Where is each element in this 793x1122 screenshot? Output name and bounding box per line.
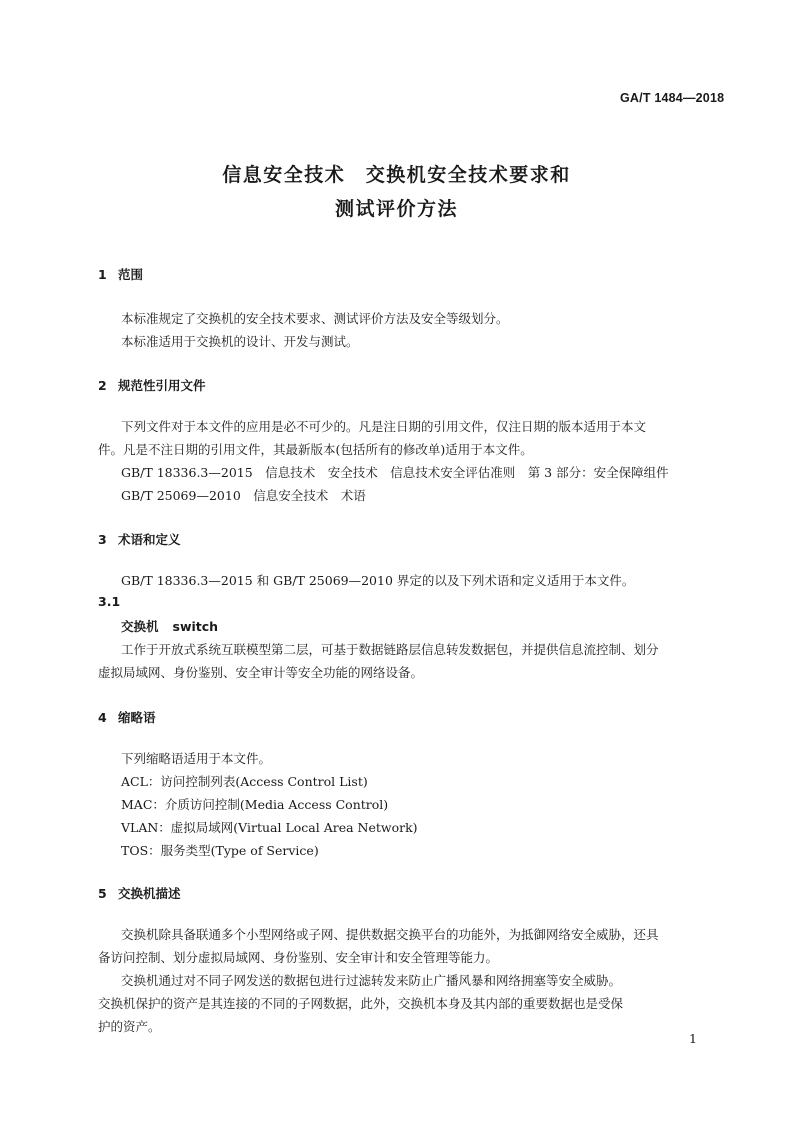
section-title: 范围 xyxy=(118,267,144,282)
section-title: 交换机描述 xyxy=(118,886,181,901)
abbreviation-item: VLAN：虚拟局域网(Virtual Local Area Network) xyxy=(121,820,418,835)
section-5-paragraph-2-line-1: 交换机通过对不同子网发送的数据包进行过滤转发来防止广播风暴和网络拥塞等安全威胁。 xyxy=(121,973,622,988)
term-definition-line-2: 虚拟局域网、身份鉴别、安全审计等安全功能的网络设备。 xyxy=(98,665,424,680)
section-title: 缩略语 xyxy=(118,710,156,725)
section-3-paragraph: GB/T 18336.3—2015 和 GB/T 25069—2010 界定的以及下列术语和定义适用于本文件。 xyxy=(121,573,635,588)
document-title-line-2: 测试评价方法 xyxy=(334,198,458,220)
section-5-paragraph-2-line-2: 交换机保护的资产是其连接的不同的子网数据，此外，交换机本身及其内部的重要数据也是受保 xyxy=(98,996,624,1011)
section-number: 2 xyxy=(98,378,107,393)
abbreviation-item: MAC：介质访问控制(Media Access Control) xyxy=(121,797,389,812)
term-name xyxy=(121,617,218,635)
term-number: 3.1 xyxy=(98,594,121,609)
section-1-paragraph-2: 本标准适用于交换机的设计、开发与测试。 xyxy=(121,334,359,349)
section-5-paragraph-1-line-2: 备访问控制、划分虚拟局域网、身份鉴别、安全审计和安全管理等能力。 xyxy=(98,950,499,965)
section-2-paragraph-line-1: 下列文件对于本文件的应用是必不可少的。凡是注日期的引用文件，仅注日期的版本适用于本文 xyxy=(121,419,647,434)
section-number: 5 xyxy=(98,886,107,901)
standard-code: GA/T 1484—2018 xyxy=(620,91,725,105)
section-4-heading xyxy=(98,708,156,726)
section-title: 规范性引用文件 xyxy=(118,378,206,393)
section-number: 1 xyxy=(98,267,107,282)
normative-reference-1: GB/T 18336.3—2015 信息技术 安全技术 信息技术安全评估准则 第 3 部分：安全保障组件 xyxy=(121,465,669,480)
section-number: 3 xyxy=(98,532,107,547)
section-title: 术语和定义 xyxy=(118,532,181,547)
section-number: 4 xyxy=(98,710,107,725)
page-number: 1 xyxy=(689,1031,697,1046)
abbreviation-item: TOS：服务类型(Type of Service) xyxy=(121,843,319,858)
section-3-heading xyxy=(98,530,181,548)
section-5-heading xyxy=(98,884,181,902)
section-1-heading xyxy=(98,265,143,283)
abbreviation-item: ACL：访问控制列表(Access Control List) xyxy=(121,774,368,789)
term-definition-line-1: 工作于开放式系统互联模型第二层，可基于数据链路层信息转发数据包，并提供信息流控制、划分 xyxy=(121,642,659,657)
section-5-paragraph-2-line-3: 护的资产。 xyxy=(98,1019,161,1034)
section-1-paragraph-1: 本标准规定了交换机的安全技术要求、测试评价方法及安全等级划分。 xyxy=(121,311,509,326)
term-english: switch xyxy=(172,619,219,634)
abbreviations-intro: 下列缩略语适用于本文件。 xyxy=(121,751,272,766)
section-5-paragraph-1-line-1: 交换机除具备联通多个小型网络或子网、提供数据交换平台的功能外，为抵御网络安全威胁，还具 xyxy=(121,927,659,942)
section-2-paragraph-line-2: 件。凡是不注日期的引用文件，其最新版本(包括所有的修改单)适用于本文件。 xyxy=(98,442,533,457)
term-chinese: 交换机 xyxy=(121,619,159,634)
normative-reference-2: GB/T 25069—2010 信息安全技术 术语 xyxy=(121,488,366,503)
document-title-line-1: 信息安全技术 交换机安全技术要求和 xyxy=(222,164,571,186)
section-2-heading xyxy=(98,376,206,394)
